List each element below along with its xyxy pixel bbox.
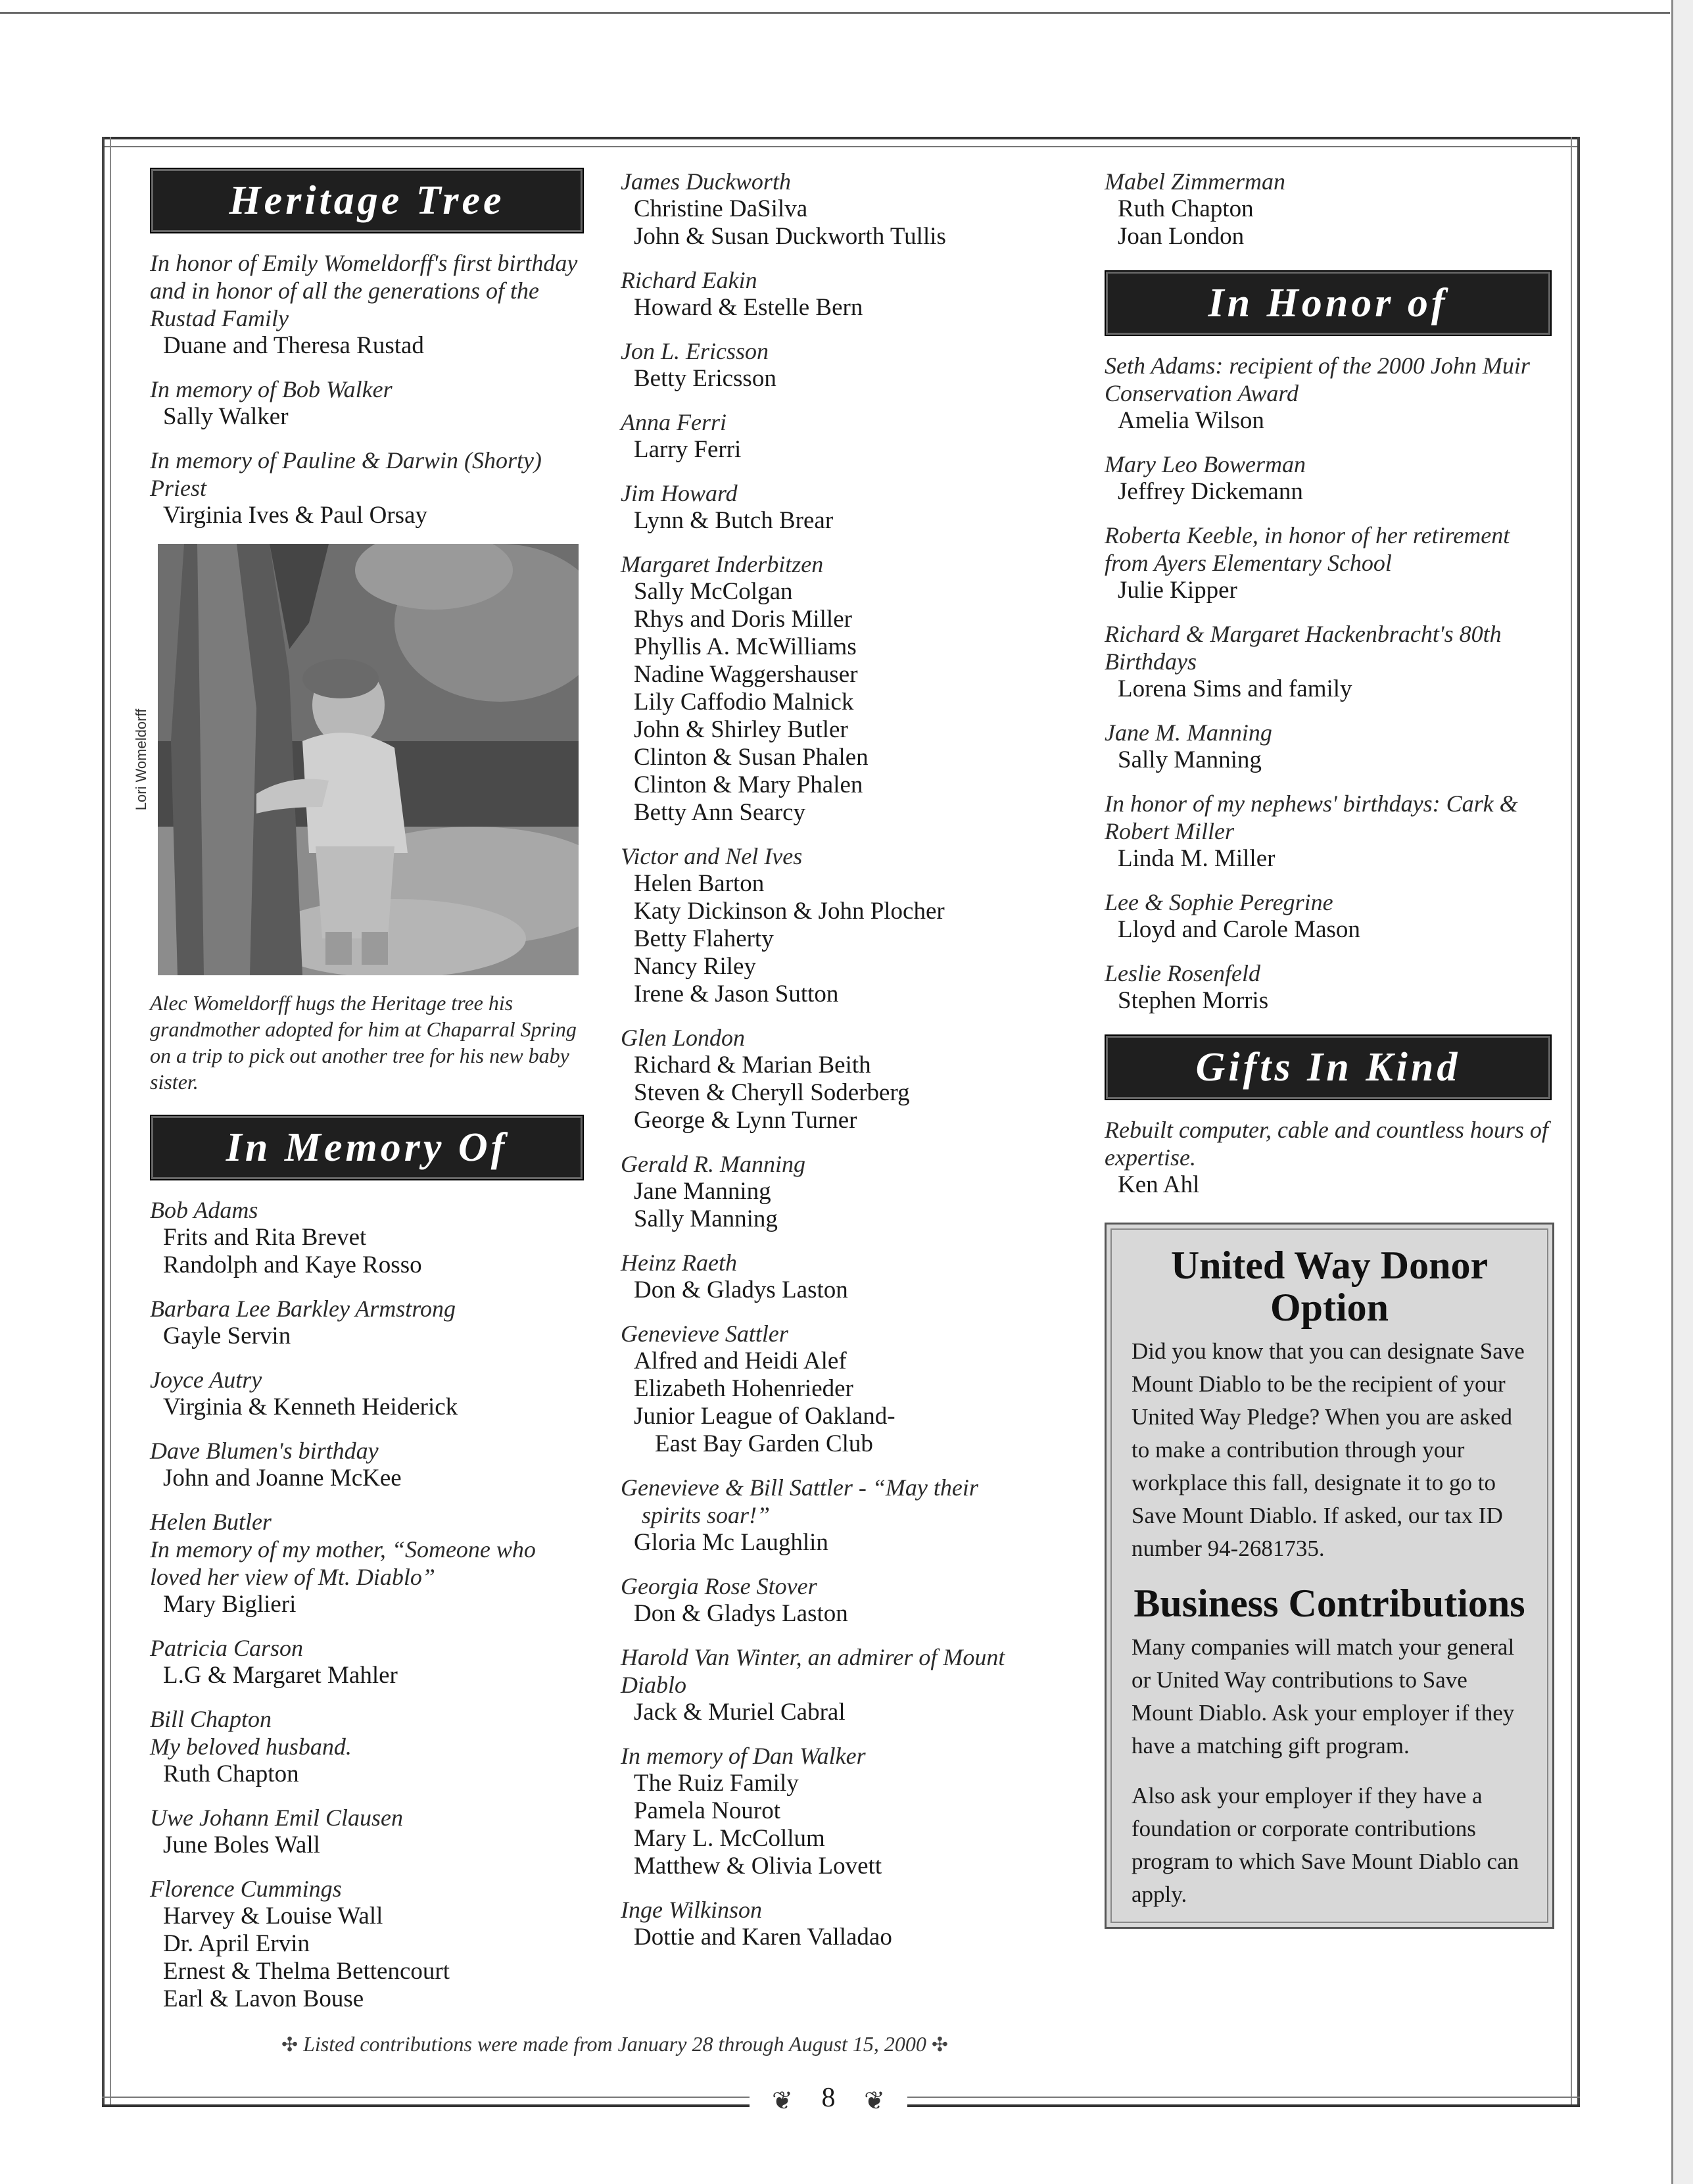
heritage-tree-list [150,249,584,529]
donor-name: Elizabeth Hohenrieder [634,1375,853,1402]
donor-name: Lynn & Butch Brear [634,507,834,534]
honoree-name: Anna Ferri [621,409,727,435]
page-number-block [750,2077,907,2123]
donor-name: Jane Manning [634,1178,771,1205]
donation-entry [150,1875,584,2013]
donor-name: Ruth Chapton [163,1760,299,1787]
photo-caption: Alec Womeldorff hugs the Heritage tree his grandmother adopted for him at Chaparral Spring on a trip to pick out another tree for his new baby sister. [150,991,577,1094]
donor-name: Betty Ann Searcy [634,799,806,826]
united-way-text: Did you know that you can designate Save Mount Diablo to be the recipient of your United Way Pledge? When you are asked to make a contribution through your workplace this fall, designate it to go to Save Mount Diablo. If asked, our tax ID number 94-2681735. [1132,1338,1525,1561]
united-way-title: United Way Donor Option [1170,1244,1489,1329]
donation-entry [150,1196,584,1279]
donor-name: Frits and Rita Brevet [163,1224,367,1251]
page-number: 8 [821,2083,836,2113]
photo-credit: Lori Womeldorff [133,708,149,811]
honoree-name: Jon L. Ericsson [621,338,769,364]
donation-entry [1105,450,1552,506]
donation-entry [150,1366,584,1421]
in-honor-list [1105,352,1552,1015]
business-text-1: Many companies will match your general or United Way contributions to Save Mount Diablo. Ask your employer if they have a matching gift program. [1132,1634,1515,1759]
donation-entry [1105,522,1552,604]
donation-entry [621,1249,1068,1304]
donation-entry [621,1024,1068,1134]
donor-name: Clinton & Susan Phalen [634,744,869,771]
honoree-name-continued: spirits soar!” [642,1502,771,1528]
gifts-in-kind-header: Gifts In Kind [1105,1034,1552,1100]
honoree-name: In memory of Pauline & Darwin (Shorty) Priest [150,447,542,501]
donor-name: Sally Manning [1118,746,1262,773]
donor-name: Phyllis A. McWilliams [634,633,857,660]
frame-top-rule [102,137,1580,147]
honoree-name: Richard & Margaret Hackenbracht's 80th Birthdays [1105,621,1502,675]
ornament-icon: ✣ [281,2034,298,2056]
donation-entry [1105,352,1552,435]
donor-name: Nancy Riley [634,953,756,980]
donor-name: Duane and Theresa Rustad [163,332,424,359]
donor-name: John & Shirley Butler [634,716,848,743]
honoree-name: Margaret Inderbitzen [621,551,824,577]
donor-name: Clinton & Mary Phalen [634,771,863,798]
donation-entry [150,447,584,529]
honoree-name: In memory of Bob Walker [150,376,393,402]
in-honor-of-header: In Honor of [1105,270,1552,336]
donation-entry [621,842,1068,1008]
honoree-name: Helen Butler [150,1509,272,1535]
photo-illustration [158,544,579,975]
donor-name: Alfred and Heidi Alef [634,1347,847,1374]
honoree-name: Lee & Sophie Peregrine [1105,889,1333,915]
donation-entry [621,266,1068,322]
donation-entry [1105,168,1552,251]
donor-name: Linda M. Miller [1118,845,1276,872]
column-2 [621,168,1068,1951]
honoree-name: Victor and Nel Ives [621,843,803,869]
donation-entry [1105,790,1552,873]
donation-entry [150,1804,584,1859]
donor-name: Joan London [1118,223,1245,250]
donor-name: Gayle Servin [163,1323,291,1349]
donor-name: Harvey & Louise Wall [163,1903,383,1929]
donation-entry [621,479,1068,535]
honoree-name: Rebuilt computer, cable and countless hours of expertise. [1105,1117,1548,1171]
ornament-icon: ✣ [931,2034,949,2056]
donation-entry [1105,888,1552,944]
donor-name: Howard & Estelle Bern [634,294,863,321]
donation-entry [150,1295,584,1350]
donor-name: Matthew & Olivia Lovett [634,1853,882,1880]
honoree-name: Richard Eakin [621,267,757,293]
donation-entry [621,1150,1068,1233]
donation-entry [621,1643,1068,1726]
donor-name: Mary Biglieri [163,1591,297,1618]
honoree-name: Barbara Lee Barkley Armstrong [150,1296,456,1322]
honoree-name: Patricia Carson [150,1635,304,1661]
donor-name: Mary L. McCollum [634,1825,825,1852]
donation-entry [621,1742,1068,1880]
donor-name: Larry Ferri [634,436,742,463]
column-3 [1105,168,1552,1929]
honoree-name: Jane M. Manning [1105,719,1272,746]
photo-block [133,544,584,975]
donor-name: Stephen Morris [1118,987,1269,1014]
donor-name: Ruth Chapton [1118,195,1254,222]
donor-name: Gloria Mc Laughlin [634,1529,828,1556]
donor-name: John and Joanne McKee [163,1465,402,1492]
donation-entry [621,408,1068,464]
donation-entry [1105,1116,1552,1199]
donor-name: Virginia Ives & Paul Orsay [163,502,427,529]
honoree-name: Mabel Zimmerman [1105,168,1285,195]
honoree-name: Seth Adams: recipient of the 2000 John Muir Conservation Award [1105,352,1530,406]
donor-name: Lily Caffodio Malnick [634,689,854,716]
donation-entry [621,168,1068,251]
donor-name: Christine DaSilva [634,195,808,222]
honoree-name: Bob Adams [150,1197,258,1223]
honoree-name: Joyce Autry [150,1367,262,1393]
business-contributions-title: Business Contributions [1133,1582,1525,1625]
honoree-name: Bill Chapton [150,1706,272,1732]
donation-entry [1105,620,1552,703]
donor-name: Don & Gladys Laston [634,1276,848,1303]
in-memory-of-header: In Memory Of [150,1115,584,1180]
donor-name: Katy Dickinson & John Plocher [634,898,945,925]
honoree-name: Genevieve & Bill Sattler - “May their [621,1474,978,1501]
donor-name: Virginia & Kenneth Heiderick [163,1394,458,1420]
leaf-ornament-icon: ❦ [772,2087,793,2115]
leaf-ornament-icon: ❦ [864,2087,885,2115]
frame-left-rule [102,137,111,2107]
honoree-note: In memory of my mother, “Someone who loved her view of Mt. Diablo” [150,1536,536,1590]
honoree-name: Gerald R. Manning [621,1151,805,1177]
donor-name: Nadine Waggershauser [634,661,858,688]
business-text-2: Also ask your employer if they have a foundation or corporate contributions program to which Save Mount Diablo can apply. [1132,1783,1519,1907]
honoree-name: Dave Blumen's birthday [150,1438,379,1464]
donor-name: Amelia Wilson [1118,407,1264,434]
donor-name: Betty Flaherty [634,925,774,952]
donation-entry [621,550,1068,827]
donor-name: Lorena Sims and family [1118,675,1352,702]
child-hugging-tree-photo [158,544,579,975]
column-1 [133,168,584,2013]
donation-entry [621,1572,1068,1628]
donation-entry [150,1437,584,1492]
donation-entry [150,376,584,431]
honoree-name: Heinz Raeth [621,1250,737,1276]
in-memory-list-column-1 [150,1196,584,2013]
donor-name: Randolph and Kaye Rosso [163,1251,422,1278]
donor-name: Helen Barton [634,870,765,897]
honoree-name: Genevieve Sattler [621,1321,788,1347]
donor-name: Dottie and Karen Valladao [634,1924,892,1951]
honoree-name: In memory of Dan Walker [621,1743,866,1769]
donation-entry [150,249,584,360]
honoree-name: Uwe Johann Emil Clausen [150,1805,403,1831]
donor-name: George & Lynn Turner [634,1107,857,1134]
donor-name: Betty Ericsson [634,365,776,392]
donor-name: L.G & Margaret Mahler [163,1662,398,1689]
gifts-in-kind-list [1105,1116,1552,1199]
in-memory-list-column-3 [1105,168,1552,251]
donation-entry [621,1320,1068,1458]
scan-shadow [1673,0,1693,2184]
honoree-name: Inge Wilkinson [621,1897,762,1923]
honoree-name: Leslie Rosenfeld [1105,960,1260,986]
in-memory-list-column-2 [621,168,1068,1951]
donation-entry [150,1508,584,1618]
honoree-name: James Duckworth [621,168,791,195]
honoree-name: Glen London [621,1025,745,1051]
donor-name: John & Susan Duckworth Tullis [634,223,946,250]
info-sidebar [1105,1223,1554,1929]
donor-name: Sally Walker [163,403,289,430]
donation-entry [621,1896,1068,1951]
donor-name: Ken Ahl [1118,1171,1200,1198]
donor-name: Julie Kipper [1118,577,1237,604]
donor-name: Don & Gladys Laston [634,1600,848,1627]
donor-name: Dr. April Ervin [163,1930,310,1957]
donor-name: The Ruiz Family [634,1770,799,1797]
honoree-name: Roberta Keeble, in honor of her retirement from Ayers Elementary School [1105,522,1510,576]
donation-entry [1105,959,1552,1015]
honoree-name: Georgia Rose Stover [621,1573,817,1599]
donor-name: Irene & Jason Sutton [634,981,839,1007]
honoree-name: Mary Leo Bowerman [1105,451,1306,477]
frame-right-rule [1571,137,1580,2107]
donor-name: Ernest & Thelma Bettencourt [163,1958,450,1985]
donation-entry [150,1634,584,1689]
honoree-note: My beloved husband. [150,1734,352,1760]
honoree-name: Florence Cummings [150,1876,342,1902]
donor-name: Richard & Marian Beith [634,1052,871,1079]
donor-name: June Boles Wall [163,1832,320,1858]
honoree-name: In honor of my nephews' birthdays: Cark & Robert Miller [1105,790,1518,844]
donation-entry [621,337,1068,393]
honoree-name: Harold Van Winter, an admirer of Mount Diablo [621,1644,1005,1698]
donor-name: Earl & Lavon Bouse [163,1985,364,2012]
donation-entry [621,1474,1068,1557]
donation-entry [150,1705,584,1788]
donor-name: Jack & Muriel Cabral [634,1699,846,1726]
donation-entry [1105,719,1552,774]
donor-name: Jeffrey Dickemann [1118,478,1303,505]
donor-name: Pamela Nourot [634,1797,780,1824]
donor-name: Sally Manning [634,1205,778,1232]
donor-name: Rhys and Doris Miller [634,606,852,633]
honoree-name: Jim Howard [621,480,738,506]
donor-name: East Bay Garden Club [655,1430,873,1457]
honoree-name: In honor of Emily Womeldorff's first birthday and in honor of all the generations of the Rustad Family [150,250,578,331]
donor-name: Lloyd and Carole Mason [1118,916,1360,943]
donor-name: Junior League of Oakland- [634,1403,895,1430]
heritage-tree-header: Heritage Tree [150,168,584,233]
contribution-dates-footnote: ✣ Listed contributions were made from January 28 through August 15, 2000 ✣ [281,2032,949,2056]
donor-name: Sally McColgan [634,578,793,605]
scan-edge-top [0,12,1670,14]
donor-name: Steven & Cheryll Soderberg [634,1079,910,1106]
